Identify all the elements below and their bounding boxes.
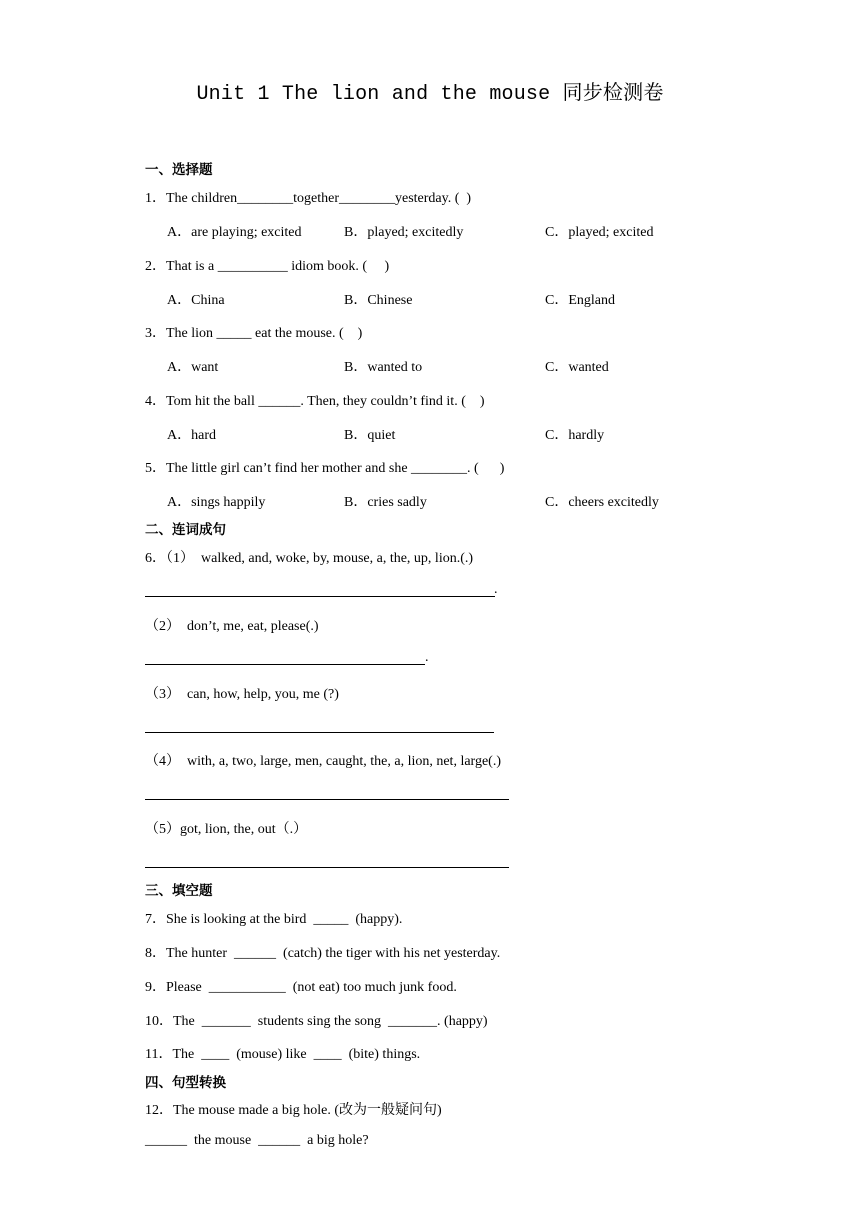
question-8: 8．The hunter ______ (catch) the tiger with his net yesterday. [145,946,501,961]
question-9: 9．Please ___________ (not eat) too much junk food. [145,980,457,995]
page-title: Unit 1 The lion and the mouse 同步检测卷 [196,83,664,106]
q5-option-b: B．cries sadly [344,495,427,510]
q4-option-b: B．quiet [344,428,396,443]
q3-option-a: A．want [167,360,219,375]
q1-option-a: A．are playing; excited [167,225,302,240]
answer-line [145,867,509,868]
question-6-5: （5）got, lion, the, out（.） [145,822,308,837]
q5-option-a: A．sings happily [167,495,266,510]
question-5: 5．The little girl can’t find her mother and she ________. ( ) [145,461,505,476]
answer-line-end: . [425,650,429,665]
question-12: 12．The mouse made a big hole. (改为一般疑问句) [145,1103,442,1118]
q2-option-a: A．China [167,293,225,308]
question-12-answer: ______ the mouse ______ a big hole? [145,1133,369,1148]
q4-option-c: C．hardly [545,428,605,443]
section-heading-choice: 一、选择题 [145,162,213,178]
question-6-1: 6．（1） walked, and, woke, by, mouse, a, the, up, lion.(.) [145,551,474,566]
q3-option-b: B．wanted to [344,360,423,375]
section-heading-fill: 三、填空题 [145,883,213,899]
answer-line [145,596,495,597]
section-heading-transform: 四、句型转换 [145,1075,226,1091]
answer-line-end: . [494,582,498,597]
question-10: 10．The _______ students sing the song _______. (happy) [145,1014,488,1029]
question-6-2: （2） don’t, me, eat, please(.) [145,619,319,634]
answer-line [145,732,494,733]
question-7: 7．She is looking at the bird _____ (happy). [145,912,403,927]
answer-line [145,799,509,800]
q5-option-c: C．cheers excitedly [545,495,659,510]
section-heading-order: 二、连词成句 [145,522,226,538]
question-4: 4．Tom hit the ball ______. Then, they couldn’t find it. ( ) [145,394,485,409]
question-3: 3．The lion _____ eat the mouse. ( ) [145,326,363,341]
question-1: 1．The children________together________yesterday. ( ) [145,191,472,206]
q2-option-c: C．England [545,293,615,308]
q1-option-c: C．played; excited [545,225,654,240]
question-6-3: （3） can, how, help, you, me (?) [145,687,339,702]
question-11: 11．The ____ (mouse) like ____ (bite) things. [145,1047,421,1062]
q4-option-a: A．hard [167,428,216,443]
answer-line [145,664,425,665]
q2-option-b: B．Chinese [344,293,413,308]
q1-option-b: B．played; excitedly [344,225,464,240]
question-2: 2．That is a __________ idiom book. ( ) [145,259,390,274]
q3-option-c: C．wanted [545,360,609,375]
question-6-4: （4） with, a, two, large, men, caught, the, a, lion, net, large(.) [145,754,502,769]
